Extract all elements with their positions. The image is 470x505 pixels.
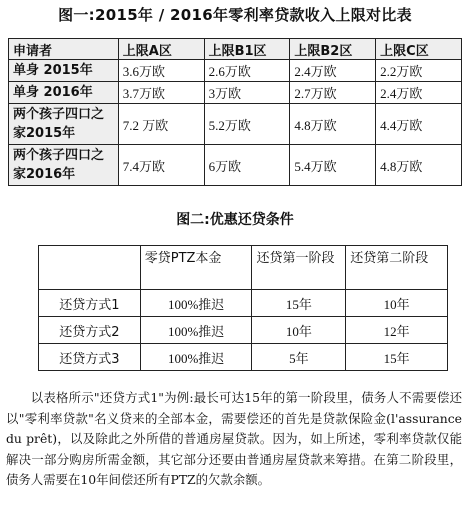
table-row	[39, 290, 448, 317]
table-row	[9, 82, 462, 104]
table-row	[39, 317, 448, 344]
table-row	[9, 145, 462, 186]
table-header-row	[39, 246, 448, 290]
income-cap-table	[8, 38, 462, 186]
table-cell: 4.4万欧	[376, 104, 462, 145]
table-cell: 5.2万欧	[204, 104, 290, 145]
body-paragraph: 以表格所示"还贷方式1"为例:最长可达15年的第一阶段里，债务人不需要偿还以"零利率贷款"名义贷来的全部本金，需要偿还的首先是贷款保险金(l'assurance du prêt)，以及除此之外所借的普通房屋贷款。因为，如上所述，零利率贷款仅能解决一部分购房所需金额，其它部分还要由普通房屋贷款来筹措。在第二阶段里，债务人需要在10年间偿还所有PTZ的欠款余额。	[6, 390, 462, 488]
table-cell: 7.2 万欧	[118, 104, 204, 145]
row-label: 还贷方式2	[39, 317, 141, 344]
table-cell: 7.4万欧	[118, 145, 204, 186]
table-cell: 6万欧	[204, 145, 290, 186]
table-cell: 3万欧	[204, 82, 290, 104]
table-cell: 2.4万欧	[290, 60, 376, 82]
table-cell: 100%推迟	[140, 344, 252, 371]
table-cell: 4.8万欧	[290, 104, 376, 145]
figure1-title: 图一:2015年 / 2016年零利率贷款收入上限对比表	[58, 6, 412, 24]
column-header: 上限C区	[376, 39, 462, 60]
table-header-row	[9, 39, 462, 60]
table-cell: 5.4万欧	[290, 145, 376, 186]
row-label: 单身 2016年	[9, 82, 119, 104]
table-cell: 3.6万欧	[118, 60, 204, 82]
table-cell: 10年	[346, 290, 448, 317]
table-row	[9, 104, 462, 145]
table-cell: 2.4万欧	[376, 82, 462, 104]
table-cell: 100%推迟	[140, 290, 252, 317]
column-header: 还贷第一阶段	[252, 246, 346, 290]
table-cell: 5年	[252, 344, 346, 371]
column-header: 上限A区	[118, 39, 204, 60]
table-cell: 12年	[346, 317, 448, 344]
row-label: 两个孩子四口之家2015年	[9, 104, 119, 145]
repayment-terms-table	[38, 245, 448, 371]
table-cell: 2.2万欧	[376, 60, 462, 82]
table-cell: 100%推迟	[140, 317, 252, 344]
figure2-title: 图二:优惠还贷条件	[176, 212, 294, 228]
column-header: 还贷第二阶段	[346, 246, 448, 290]
table-row	[9, 60, 462, 82]
row-label: 还贷方式3	[39, 344, 141, 371]
row-label: 单身 2015年	[9, 60, 119, 82]
table-cell: 15年	[346, 344, 448, 371]
row-label: 两个孩子四口之家2016年	[9, 145, 119, 186]
table-cell: 15年	[252, 290, 346, 317]
column-header: 申请者	[9, 39, 119, 60]
table-cell: 2.6万欧	[204, 60, 290, 82]
table-cell: 3.7万欧	[118, 82, 204, 104]
column-header: 上限B1区	[204, 39, 290, 60]
table-cell: 10年	[252, 317, 346, 344]
row-label: 还贷方式1	[39, 290, 141, 317]
table-row	[39, 344, 448, 371]
table-cell: 2.7万欧	[290, 82, 376, 104]
column-header: 上限B2区	[290, 39, 376, 60]
table-cell: 4.8万欧	[376, 145, 462, 186]
column-header	[39, 246, 141, 290]
column-header: 零贷PTZ本金	[140, 246, 252, 290]
